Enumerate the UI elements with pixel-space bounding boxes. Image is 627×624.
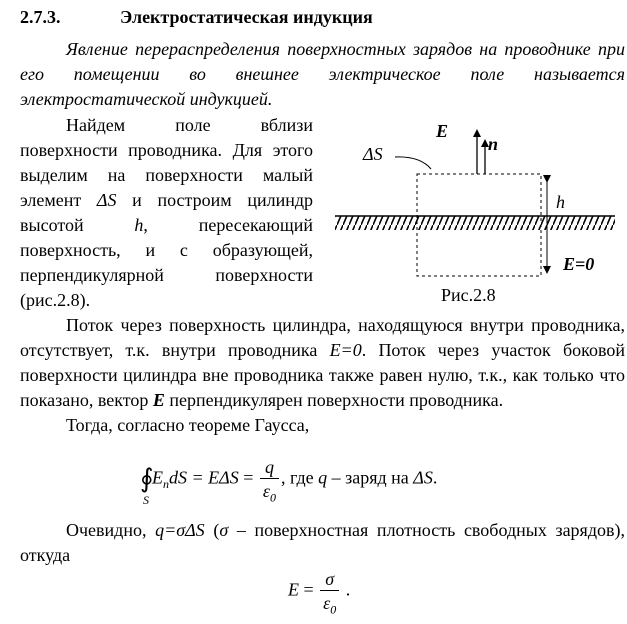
flux-vector-e: E <box>152 390 165 410</box>
field-formula <box>288 568 350 624</box>
formula1-equals: = <box>238 467 258 488</box>
formula1-fraction <box>260 456 279 503</box>
formula2-denominator <box>320 591 339 615</box>
intro-text <box>20 113 313 313</box>
formula1-tail-a: , где <box>280 467 319 488</box>
formula1-tail-b: – заряд на <box>327 467 414 488</box>
flux-text-b: . Поток через участок боковой поверхности цилиндра вне проводника также равен нулю, т.к., как только что показано, вектор <box>20 340 625 410</box>
label-delta-s: ΔS <box>363 144 383 164</box>
obvious-text-b: ( <box>204 520 220 540</box>
integral-sign: ∮ <box>140 463 154 493</box>
formula1-ds: dS = E <box>169 467 220 488</box>
contour-integral <box>140 463 154 507</box>
formula2-epsilon: ε <box>323 593 331 613</box>
section-heading <box>20 5 373 30</box>
label-e: E <box>436 121 449 141</box>
obvious-q-eq: q=σΔS <box>155 520 205 540</box>
intro-text-a: Найдем поле вблизи поверхности проводника. Для этого выделим на поверхности малый элемент <box>20 115 313 210</box>
definition-text: Явление перераспределения поверхностных зарядов на проводнике при его помещении во внешнее электрическое поле называется электростатической индукцией. <box>20 39 625 109</box>
obvious-text-c: – поверхностная плотность свободных зарядов), откуда <box>20 520 625 565</box>
formula1-tail-delta-s: ΔS <box>413 467 433 488</box>
formula1-denominator <box>260 479 279 503</box>
flux-text-a: Поток через поверхность цилиндра, находящуюся внутри проводника, отсутствует, т.к. внутри проводника <box>20 315 625 360</box>
definition-block <box>20 37 625 112</box>
formula2-e: E <box>288 579 299 600</box>
formula2-fraction <box>320 568 339 615</box>
formula1-tail-q: q <box>318 467 328 488</box>
delta-s-pointer <box>395 157 431 169</box>
formula2-equals: = <box>299 579 319 600</box>
formula1-sub-zero: 0 <box>269 490 276 505</box>
intro-paragraph <box>20 113 313 313</box>
formula1-tail-end: . <box>432 467 438 488</box>
formula1-epsilon: ε <box>262 481 270 501</box>
obvious-paragraph <box>20 518 625 568</box>
flux-text-c: перпендикулярен поверхности проводника. <box>164 390 504 410</box>
obvious-block <box>20 518 625 568</box>
flux-e-zero: E=0 <box>329 340 362 360</box>
conductor-hatch <box>335 216 615 230</box>
section-title: Электростатическая индукция <box>120 7 373 27</box>
gauss-formula <box>140 456 437 512</box>
figure-caption: Рис.2.8 <box>441 285 496 305</box>
intro-delta-s: ΔS <box>96 190 117 210</box>
obvious-text-a: Очевидно, <box>66 520 156 540</box>
intro-h: h <box>134 215 144 235</box>
section-number: 2.7.3. <box>20 7 61 27</box>
formula1-e: E <box>152 467 163 488</box>
figure-2-8 <box>325 113 625 303</box>
label-e-zero: E=0 <box>563 254 595 274</box>
formula2-end: . <box>341 579 351 600</box>
main-text <box>20 313 625 438</box>
integral-limit: S <box>143 492 149 507</box>
flux-paragraph <box>20 313 625 413</box>
formula1-sub-n: n <box>163 477 169 492</box>
intro-text-c: , пересекающий поверхность, и с образующей, перпендикулярной поверхности (рис.2.8). <box>20 215 313 310</box>
formula1-delta-s: ΔS <box>219 467 239 488</box>
gauss-intro: Тогда, согласно теореме Гаусса, <box>66 415 310 435</box>
obvious-sigma: σ <box>219 520 229 540</box>
label-n: n <box>488 134 499 154</box>
label-h: h <box>556 192 565 212</box>
formula2-numerator: σ <box>320 568 339 591</box>
intro-text-b: и построим цилиндр высотой <box>20 190 313 235</box>
formula2-sub-zero: 0 <box>330 602 337 617</box>
formula1-numerator: q <box>260 456 279 479</box>
